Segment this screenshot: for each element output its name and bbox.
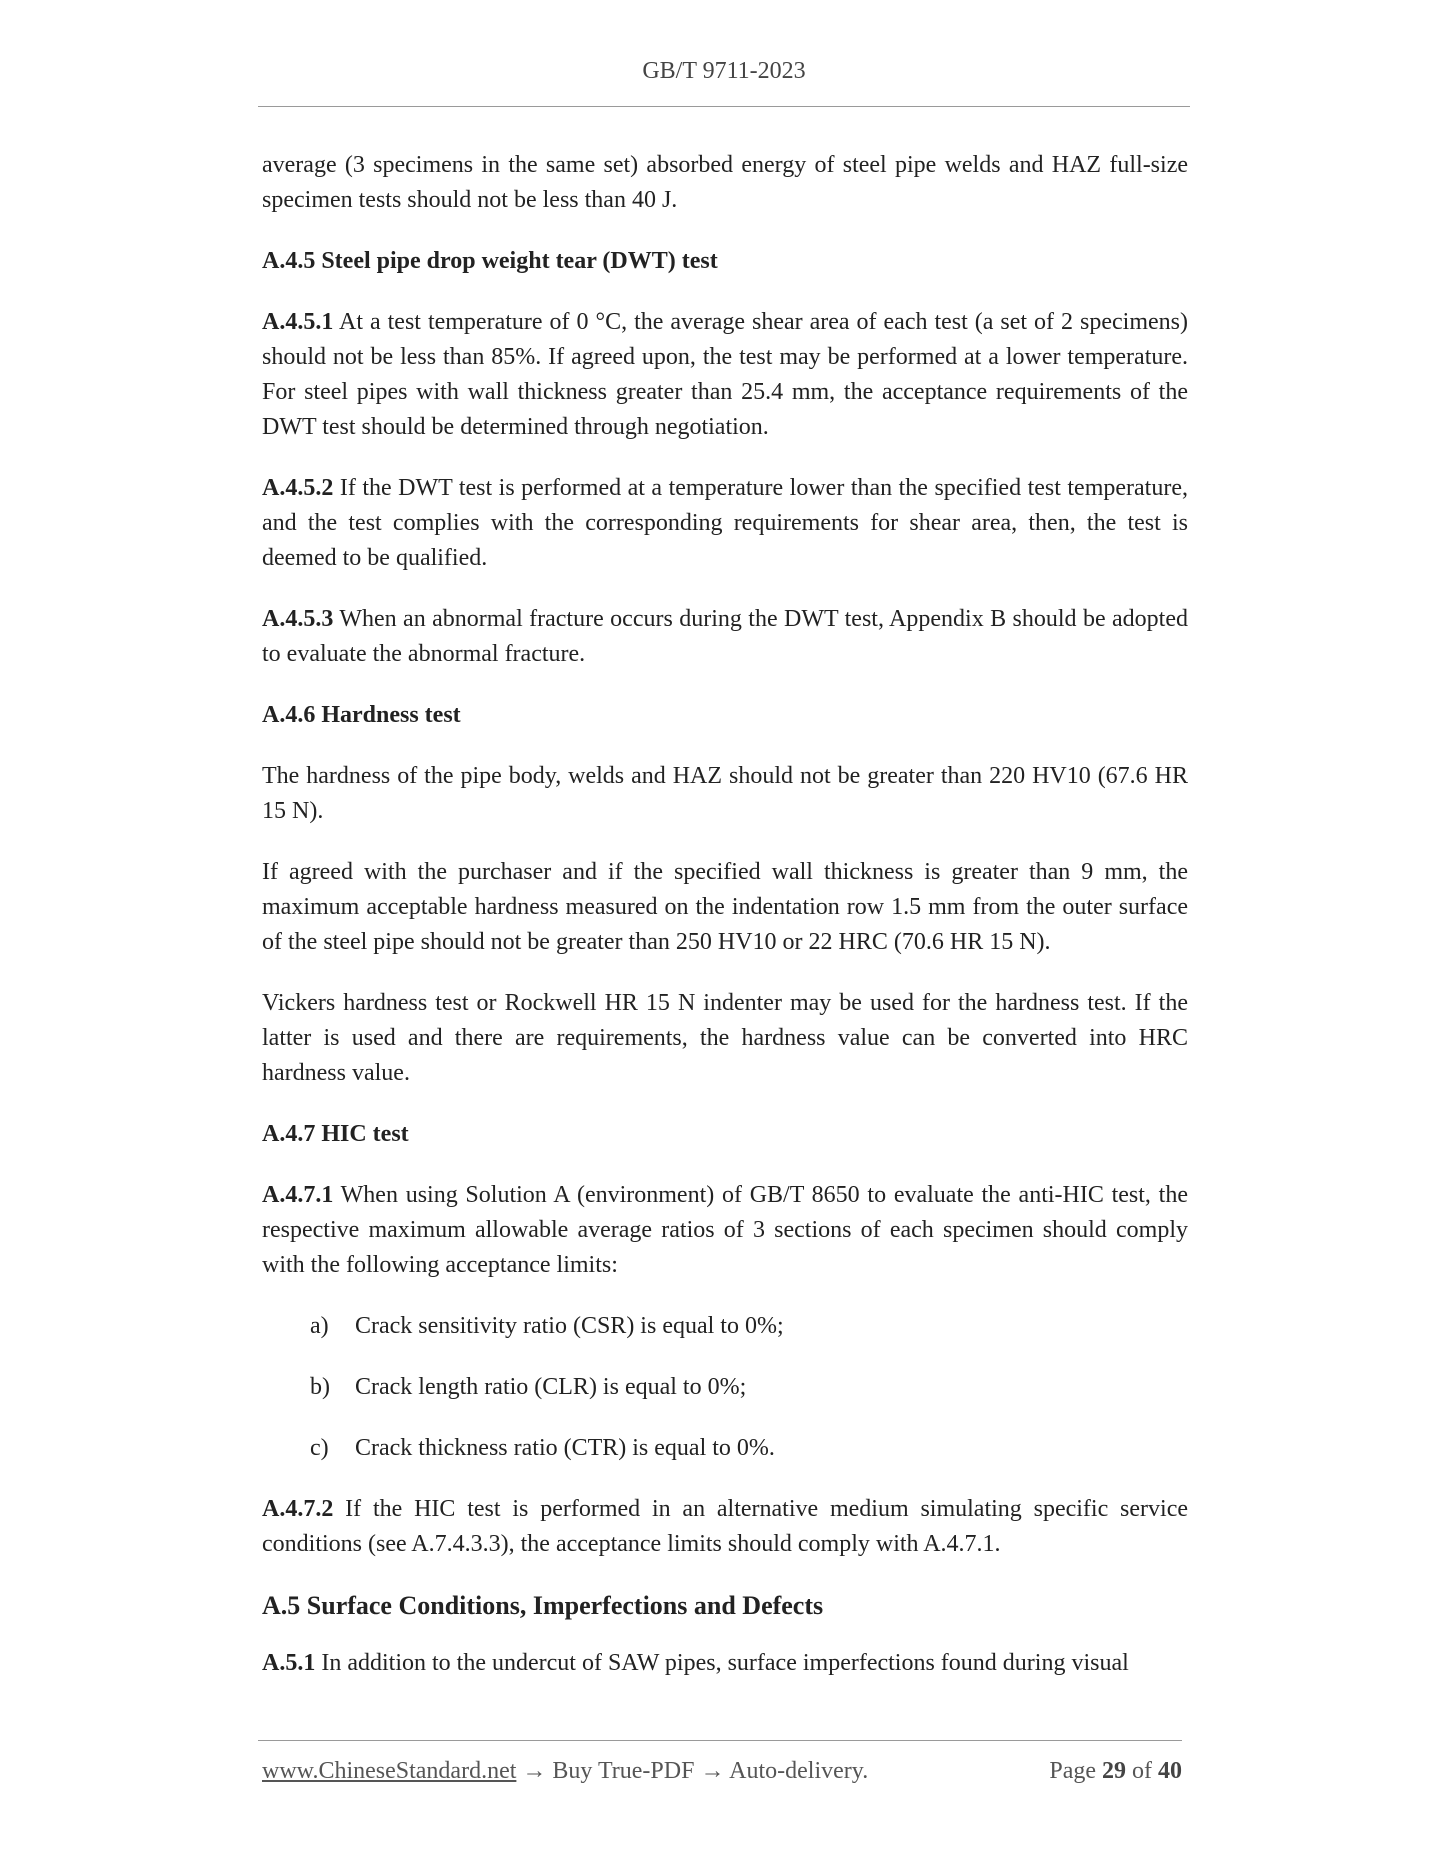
clause-text: At a test temperature of 0 °C, the average shear area of each test (a set of 2 specimens) should not be less than 85%. If agreed upon, the test may be performed at a lower temperature. For steel pipes with wall thickness greater than 25.4 mm, the acceptance requirements of the DWT test should be determined through negotiation. bbox=[262, 309, 1188, 440]
paragraph-hardness-2: If agreed with the purchaser and if the specified wall thickness is greater than 9 mm, the maximum acceptable hardness measured on the indentation row 1.5 mm from the outer surface of the steel pipe should not be greater than 250 HV10 or 22 HRC (70.6 HR 15 N). bbox=[262, 859, 1188, 955]
page-number bbox=[1049, 1758, 1182, 1785]
arrow-right-icon: → bbox=[700, 1758, 725, 1784]
header-divider bbox=[258, 106, 1190, 107]
clause-text: When an abnormal fracture occurs during the DWT test, Appendix B should be adopted to evaluate the abnormal fracture. bbox=[262, 606, 1188, 667]
clause-number: A.4.7.1 bbox=[262, 1182, 334, 1208]
paragraph-hardness-3: Vickers hardness test or Rockwell HR 15 N indenter may be used for the hardness test. If the latter is used and there are requirements, the hardness value can be converted into HRC hardness value. bbox=[262, 990, 1188, 1086]
clause-number: A.4.5.2 bbox=[262, 475, 334, 501]
of-word: of bbox=[1132, 1758, 1152, 1784]
arrow-right-icon: → bbox=[522, 1758, 547, 1784]
list-text: Crack thickness ratio (CTR) is equal to 0%. bbox=[355, 1435, 775, 1461]
clause-text: When using Solution A (environment) of GB/T 8650 to evaluate the anti-HIC test, the respective maximum allowable average ratios of 3 sections of each specimen should comply with the following acceptance limits: bbox=[262, 1182, 1188, 1278]
list-label: c) bbox=[310, 1435, 329, 1461]
footer-divider bbox=[258, 1740, 1182, 1741]
list-text: Crack length ratio (CLR) is equal to 0%; bbox=[355, 1374, 747, 1400]
heading-a-4-5: A.4.5 Steel pipe drop weight tear (DWT) test bbox=[262, 248, 718, 274]
list-label: b) bbox=[310, 1374, 330, 1400]
list-text: Crack sensitivity ratio (CSR) is equal to 0%; bbox=[355, 1313, 784, 1339]
clause-a-5-1 bbox=[262, 1646, 1188, 1681]
paragraph-intro: average (3 specimens in the same set) absorbed energy of steel pipe welds and HAZ full-size specimen tests should not be less than 40 J. bbox=[262, 152, 1188, 213]
page-header bbox=[258, 58, 1190, 85]
footer-promo bbox=[262, 1758, 868, 1784]
list-item bbox=[262, 1431, 1188, 1466]
heading-a-4-6: A.4.6 Hardness test bbox=[262, 702, 461, 728]
page-word: Page bbox=[1049, 1758, 1096, 1784]
list-label: a) bbox=[310, 1313, 329, 1339]
clause-number: A.4.5.3 bbox=[262, 606, 334, 632]
clause-a-4-5-3 bbox=[262, 602, 1188, 672]
clause-number: A.4.7.2 bbox=[262, 1496, 334, 1522]
page-current: 29 bbox=[1102, 1758, 1126, 1784]
list-item bbox=[262, 1309, 1188, 1344]
standard-code: GB/T 9711-2023 bbox=[642, 58, 806, 84]
clause-a-4-5-2 bbox=[262, 471, 1188, 576]
page-total: 40 bbox=[1158, 1758, 1182, 1784]
clause-number: A.4.5.1 bbox=[262, 309, 334, 335]
document-body bbox=[262, 148, 1188, 1681]
clause-number: A.5.1 bbox=[262, 1650, 316, 1676]
delivery-text: Auto-delivery. bbox=[729, 1758, 869, 1784]
page-footer bbox=[262, 1758, 1182, 1785]
clause-a-4-7-2 bbox=[262, 1492, 1188, 1562]
buy-text: Buy True-PDF bbox=[552, 1758, 695, 1784]
heading-a-5: A.5 Surface Conditions, Imperfections and Defects bbox=[262, 1591, 824, 1620]
paragraph-hardness-1: The hardness of the pipe body, welds and HAZ should not be greater than 220 HV10 (67.6 HR 15 N). bbox=[262, 763, 1188, 824]
list-item bbox=[262, 1370, 1188, 1405]
clause-a-4-7-1 bbox=[262, 1178, 1188, 1283]
site-link[interactable]: www.ChineseStandard.net bbox=[262, 1758, 517, 1784]
clause-text: If the HIC test is performed in an alternative medium simulating specific service conditions (see A.7.4.3.3), the acceptance limits should comply with A.4.7.1. bbox=[262, 1496, 1188, 1557]
heading-a-4-7: A.4.7 HIC test bbox=[262, 1121, 409, 1147]
clause-a-4-5-1 bbox=[262, 305, 1188, 445]
clause-text: In addition to the undercut of SAW pipes, surface imperfections found during visual bbox=[315, 1650, 1129, 1676]
clause-text: If the DWT test is performed at a temperature lower than the specified test temperature, and the test complies with the corresponding requirements for shear area, then, the test is deemed to be qualified. bbox=[262, 475, 1188, 571]
